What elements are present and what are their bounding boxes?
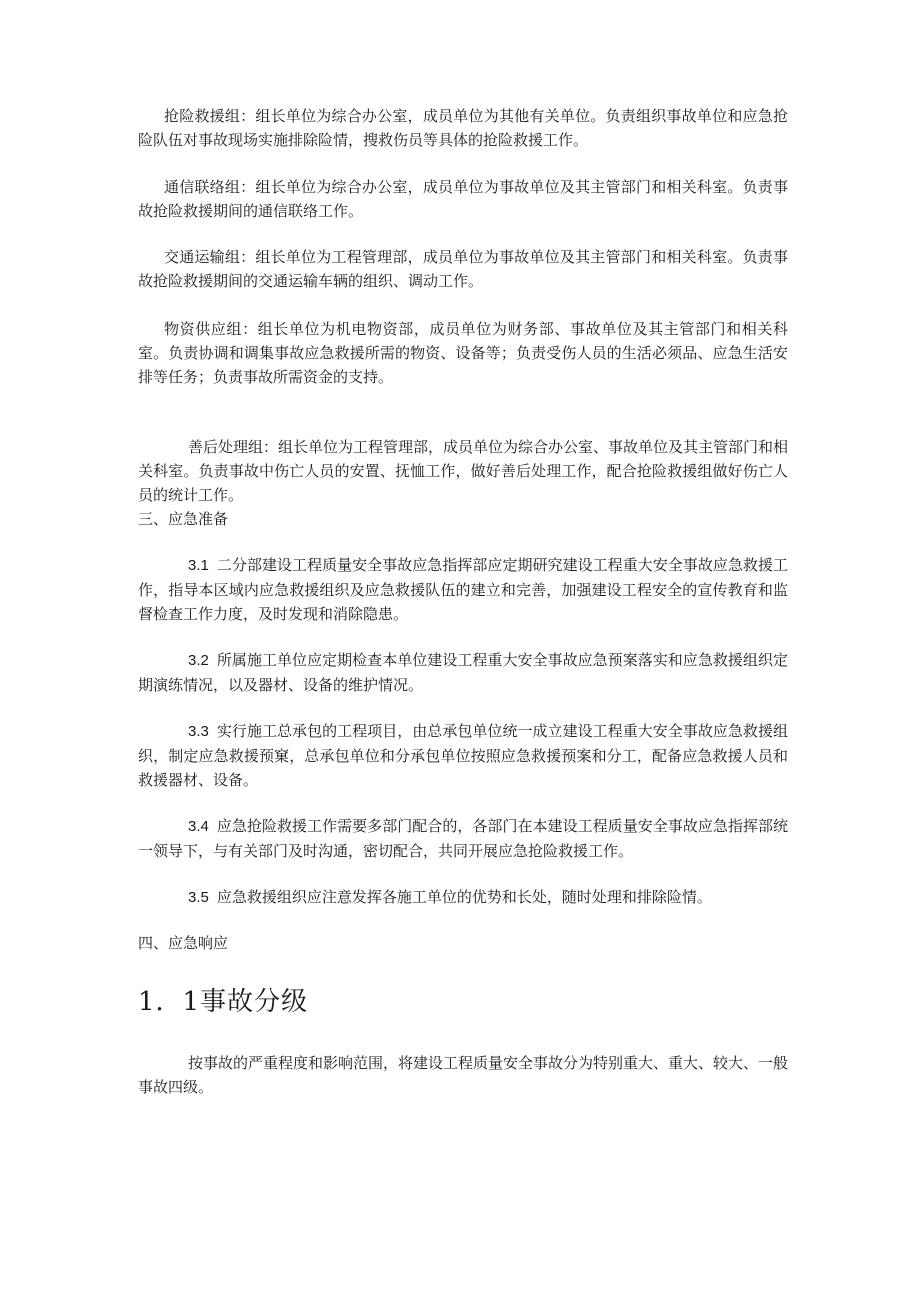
item-number: 3.5	[188, 889, 209, 906]
item-number: 3.1	[188, 557, 209, 574]
subheading-accident-classification: 1．1事故分级	[138, 987, 309, 1017]
paragraph-transport-team: 交通运输组：组长单位为工程管理部，成员单位为事故单位及其主管部门和相关科室。负责事故抢险救援期间的交通运输车辆的组织、调动工作。	[138, 248, 788, 290]
paragraph-rescue-team: 抢险救援组：组长单位为综合办公室，成员单位为其他有关单位。负责组织事故单位和应急抢险队伍对事故现场实施排除险情，搜救伤员等具体的抢险救援工作。	[138, 107, 788, 149]
section-heading-emergency-response: 四、应急响应	[138, 934, 229, 952]
item-text: 应急救援组织应注意发挥各施工单位的优势和长处，随时处理和排除险情。	[216, 888, 712, 906]
paragraph-aftermath-team: 善后处理组：组长单位为工程管理部，成员单位为综合办公室、事故单位及其主管部门和相关科室。负责事故中伤亡人员的安置、抚恤工作，做好善后处理工作，配合抢险救援组做好伤亡人员的统计工作。	[138, 438, 789, 504]
paragraph-communication-team: 通信联络组：组长单位为综合办公室，成员单位为事故单位及其主管部门和相关科室。负责事故抢险救援期间的通信联络工作。	[138, 178, 788, 220]
item-3-5	[138, 885, 788, 910]
item-text: 二分部建设工程质量安全事故应急指挥部应定期研究建设工程重大安全事故应急救援工作，指导本区域内应急救援组织及应急救援队伍的建立和完善，加强建设工程安全的宣传教育和监督检查工作力度，及时发现和消除隐患。	[138, 556, 788, 623]
item-text: 实行施工总承包的工程项目，由总承包单位统一成立建设工程重大安全事故应急救援组织，制定应急救援预窠，总承包单位和分承包单位按照应急救援预案和分工，配备应急救援人员和救援器材、设备。	[138, 722, 788, 789]
item-3-3	[138, 719, 788, 792]
item-3-1	[138, 553, 788, 626]
item-number: 3.3	[188, 723, 209, 740]
item-3-2	[138, 648, 788, 697]
item-text: 应急抢险救援工作需要多部门配合的，各部门在本建设工程质量安全事故应急指挥部统一领导下，与有关部门及时沟通，密切配合，共同开展应急抢险救援工作。	[138, 817, 788, 860]
section-heading-emergency-preparation: 三、应急准备	[138, 510, 229, 528]
paragraph-supply-team: 物资供应组：组长单位为机电物资部，成员单位为财务部、事故单位及其主管部门和相关科室。负责协调和调集事故应急救援所需的物资、设备等；负责受伤人员的生活必须品、应急生活安排等任务；负责事故所需资金的支持。	[138, 320, 788, 386]
item-3-4	[138, 814, 788, 863]
item-text: 所属施工单位应定期检查本单位建设工程重大安全事故应急预案落实和应急救援组织定期演练情况，以及器材、设备的维护情况。	[138, 651, 788, 694]
item-number: 3.4	[188, 818, 209, 835]
item-number: 3.2	[188, 652, 209, 669]
paragraph-accident-levels: 按事故的严重程度和影响范围，将建设工程质量安全事故分为特别重大、重大、较大、一般事故四级。	[138, 1054, 789, 1096]
